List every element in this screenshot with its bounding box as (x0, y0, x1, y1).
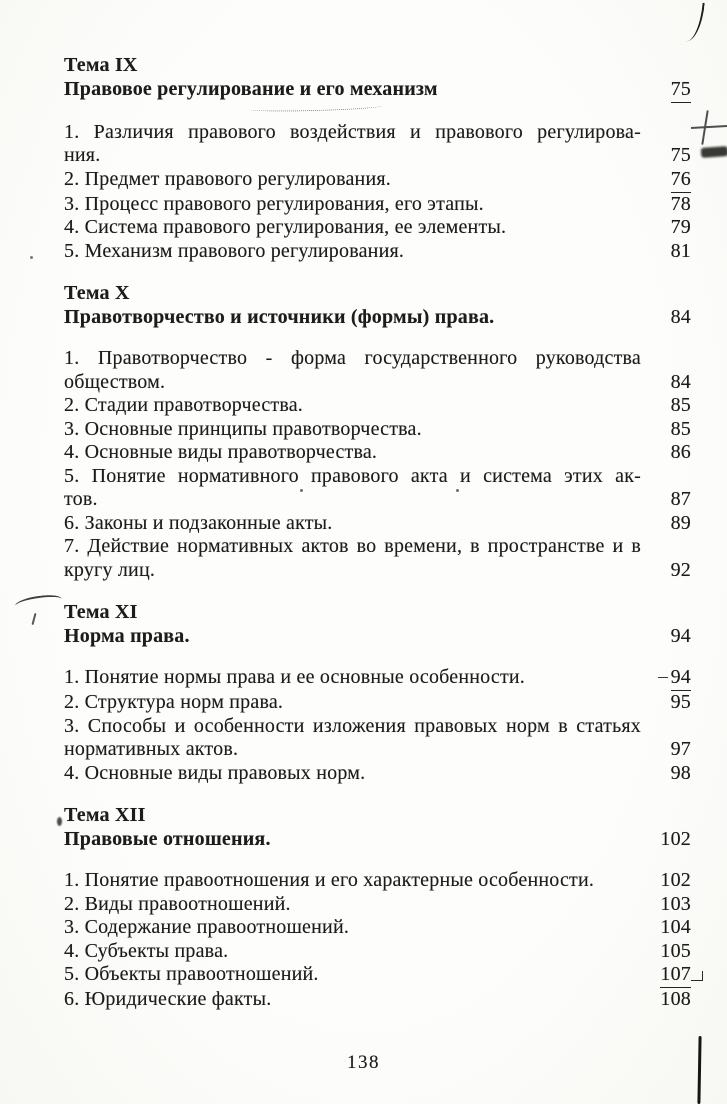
entry-last-row (64, 240, 691, 264)
entry-page-number (641, 963, 691, 988)
entry-text-line: 5. Понятие нормативного правового акта и система этих ак- (64, 464, 641, 487)
page-number-value: 76 (671, 168, 691, 193)
toc-entry (64, 465, 691, 512)
entry-text: 6. Юридические факты. (64, 988, 272, 1010)
toc-entry (64, 441, 691, 465)
page-number-value: 75 (670, 144, 691, 166)
toc-section (64, 601, 691, 785)
theme-label: Тема X (64, 282, 130, 304)
entry-page-number (641, 168, 691, 193)
pencil-plus-mark-vertical (701, 110, 708, 145)
entry-text: 6. Законы и подзаконные акты. (64, 511, 333, 534)
page-number-value: 105 (660, 939, 691, 962)
entry-page-number (641, 193, 691, 217)
stray-ink-mark (57, 817, 62, 826)
section-title: Правовые отношения. (64, 827, 271, 850)
entry-page-number (641, 738, 691, 762)
entry-text-line: 3. Способы и особенности изложения правовых норм в статьях (64, 714, 641, 737)
page-number-value: 108 (660, 988, 691, 1010)
page-number-value: 89 (670, 511, 691, 534)
entry-last-row (64, 738, 691, 762)
section-title-row (64, 306, 691, 330)
entry-page-number (641, 371, 691, 395)
entry-page-number (641, 441, 691, 465)
entry-last-row (64, 168, 691, 193)
toc-items (64, 347, 691, 582)
page-number-value: 102 (660, 869, 691, 891)
page-number-value: 81 (670, 239, 691, 262)
entry-last-row (64, 916, 691, 940)
page-number-value: 87 (670, 488, 691, 510)
section-title: Правотворчество и источники (формы) права. (64, 305, 495, 328)
entry-page-number (641, 144, 691, 168)
entry-last-row (64, 144, 691, 168)
entry-last-row (64, 666, 691, 691)
entry-text-line: 7. Действие нормативных актов во времени, в пространстве и в (64, 535, 641, 557)
entry-text: обществом. (64, 370, 166, 393)
entry-text: 3. Процесс правового регулирования, его этапы. (64, 192, 484, 215)
toc-entry (64, 963, 691, 988)
page-number-value: 78 (670, 192, 691, 215)
toc-section (64, 54, 691, 263)
ink-smudge (701, 146, 727, 158)
section-title-row (64, 625, 691, 649)
page-number-value: 85 (670, 417, 691, 440)
entry-text: 3. Основные принципы правотворчества. (64, 417, 422, 440)
toc-entry (64, 240, 691, 264)
ink-speck (30, 256, 33, 259)
entry-page-number (641, 893, 691, 917)
toc-entry (64, 988, 691, 1012)
toc-section (64, 282, 691, 582)
toc-entry (64, 715, 691, 762)
entry-page-number (641, 916, 691, 940)
entry-page-number (641, 512, 691, 536)
page-number-value: 86 (670, 441, 691, 463)
footer-page-number: 138 (347, 1052, 380, 1073)
entry-page-number (641, 216, 691, 240)
toc-entry (64, 535, 691, 582)
entry-page-number (641, 691, 691, 715)
entry-text: 2. Стадии правотворчества. (64, 394, 303, 416)
scan-artifact-curve (684, 1, 704, 42)
entry-last-row (64, 488, 691, 512)
entry-page-number (641, 488, 691, 512)
entry-text: 4. Основные виды правовых норм. (64, 761, 366, 784)
entry-last-row (64, 441, 691, 465)
entry-text: нормативных актов. (64, 738, 239, 760)
page-number-value: 94 (671, 666, 691, 691)
page-number-value: 103 (660, 892, 691, 915)
entry-text-line: 1. Правотворчество - форма государственного руководства (64, 347, 641, 369)
toc-entry (64, 666, 691, 691)
page-number-value: 84 (670, 370, 691, 393)
entry-page-number (641, 869, 691, 893)
entry-text: тов. (64, 488, 98, 510)
section-page-number (641, 828, 691, 852)
entry-text: 5. Объекты правоотношений. (64, 963, 319, 985)
entry-last-row (64, 940, 691, 964)
entry-last-row (64, 394, 691, 418)
toc-entry (64, 418, 691, 442)
entry-last-row (64, 418, 691, 442)
entry-last-row (64, 691, 691, 715)
toc-items (64, 666, 691, 785)
toc-items (64, 121, 691, 264)
entry-last-row (64, 963, 691, 988)
entry-page-number (641, 762, 691, 786)
section-page-number (641, 78, 691, 103)
page-number-value: 107 (660, 963, 691, 988)
theme-label: Тема XII (64, 804, 146, 826)
entry-text-line: 1. Различия правового воздействия и правового регулирова- (64, 120, 641, 143)
entry-text: 4. Система правового регулирования, ее элементы. (64, 216, 507, 238)
entry-text: ния. (64, 144, 101, 166)
toc-entry (64, 121, 691, 168)
page-number-value: 102 (660, 827, 691, 850)
entry-text: 2. Предмет правового регулирования. (64, 167, 391, 190)
entry-page-number (641, 559, 691, 583)
toc-entry (64, 193, 691, 217)
toc-entry (64, 216, 691, 240)
toc-entry (64, 916, 691, 940)
entry-last-row (64, 512, 691, 536)
entry-last-row (64, 559, 691, 583)
toc-entry (64, 512, 691, 536)
entry-text: 4. Основные виды правотворчества. (64, 441, 378, 463)
pencil-plus-mark-horizontal (691, 125, 727, 129)
section-title: Норма права. (64, 624, 190, 647)
entry-text: 4. Субъекты права. (64, 939, 229, 962)
toc-entry (64, 168, 691, 193)
toc-entry (64, 347, 691, 394)
entry-text: кругу лиц. (64, 558, 156, 581)
toc-entry (64, 691, 691, 715)
toc-entry (64, 940, 691, 964)
section-page-number (641, 306, 691, 330)
toc-items (64, 869, 691, 1012)
entry-text: 1. Понятие правоотношения и его характерные особенности. (64, 869, 595, 891)
entry-last-row (64, 762, 691, 786)
entry-page-number (641, 940, 691, 964)
page-number-value: 92 (670, 558, 691, 581)
theme-label: Тема XI (64, 601, 138, 623)
toc-entry (64, 394, 691, 418)
toc-entry (64, 893, 691, 917)
section-page-number (641, 625, 691, 649)
page-number-value: 97 (670, 738, 691, 760)
section-title: Правовое регулирование и его механизм (64, 77, 438, 100)
page-number-value: 95 (670, 691, 691, 713)
entry-page-number (641, 418, 691, 442)
entry-last-row (64, 893, 691, 917)
page-number-value: 84 (670, 305, 691, 328)
entry-last-row (64, 216, 691, 240)
entry-text: 3. Содержание правоотношений. (64, 916, 350, 938)
page-number-value: 79 (670, 216, 691, 238)
pencil-tick-mark (31, 613, 36, 625)
entry-page-number (641, 666, 691, 691)
entry-last-row (64, 988, 691, 1012)
entry-text: 1. Понятие нормы права и ее основные особенности. (64, 666, 525, 688)
section-title-row (64, 78, 691, 103)
entry-text: 2. Виды правоотношений. (64, 892, 291, 915)
page-number-value: 94 (670, 624, 691, 647)
section-title-row (64, 828, 691, 852)
toc-entry (64, 762, 691, 786)
page-number-value: 104 (660, 916, 691, 938)
entry-last-row (64, 869, 691, 893)
toc-section (64, 804, 691, 1012)
entry-text: 2. Структура норм права. (64, 691, 284, 713)
entry-page-number (641, 394, 691, 418)
entry-last-row (64, 371, 691, 395)
entry-page-number (641, 240, 691, 264)
page-number-value: 75 (671, 78, 691, 103)
entry-text: 5. Механизм правового регулирования. (64, 239, 405, 262)
entry-page-number (641, 988, 691, 1012)
toc-entry (64, 869, 691, 893)
page-number-value: 85 (670, 394, 691, 416)
page-number-value: 98 (670, 761, 691, 784)
entry-last-row (64, 193, 691, 217)
toc-sections (64, 54, 691, 1012)
pencil-tilde-mark (14, 593, 62, 612)
theme-label: Тема IX (64, 54, 138, 76)
